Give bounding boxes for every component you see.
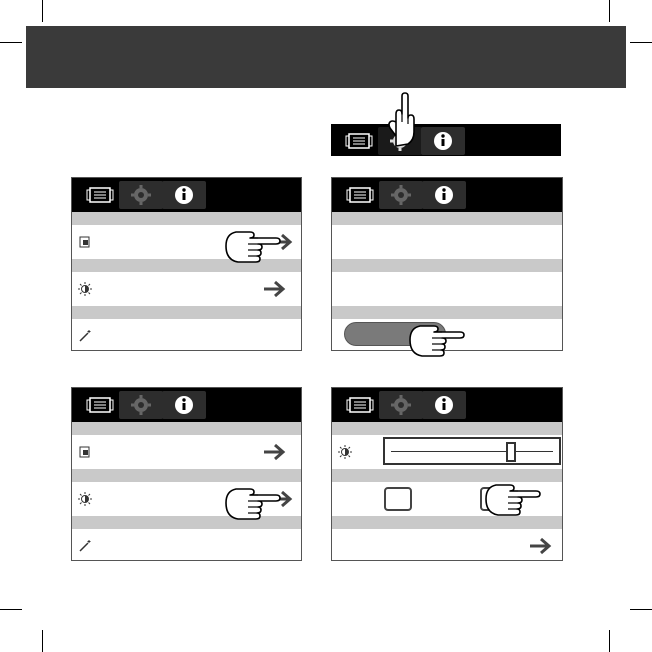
tab-bar: [332, 178, 562, 212]
crop-mark: [630, 42, 652, 43]
settings-row-empty[interactable]: [332, 225, 562, 259]
tab-settings[interactable]: [119, 391, 163, 419]
tab-settings[interactable]: [119, 181, 163, 209]
tab-info[interactable]: [422, 181, 466, 209]
magic-wand-icon: [78, 329, 92, 343]
section-divider: [72, 306, 301, 319]
info-icon: [422, 391, 466, 419]
settings-row-next[interactable]: [332, 529, 562, 561]
gear-icon: [119, 181, 163, 209]
brightness-icon: [78, 492, 92, 506]
settings-row-magic[interactable]: [72, 319, 301, 351]
arrow-right-icon[interactable]: [528, 537, 554, 555]
crop-mark: [42, 630, 43, 652]
info-icon: [162, 391, 206, 419]
settings-row-display[interactable]: [72, 435, 301, 469]
settings-row-empty[interactable]: [332, 272, 562, 306]
info-icon: [421, 127, 465, 155]
tab-bar: [72, 178, 301, 212]
section-divider: [332, 306, 562, 319]
settings-panel-c: [71, 387, 302, 561]
crop-mark: [630, 609, 652, 610]
slider-track: [391, 451, 553, 452]
brightness-slider[interactable]: [383, 437, 561, 465]
section-divider: [72, 469, 301, 482]
brightness-icon: [338, 445, 352, 459]
pointing-hand-icon: [224, 483, 282, 523]
display-mode-icon: [78, 235, 92, 249]
info-icon: [162, 181, 206, 209]
crop-mark: [609, 0, 610, 22]
display-mode-icon: [78, 445, 92, 459]
info-icon: [422, 181, 466, 209]
tab-bar: [332, 388, 562, 422]
section-divider: [332, 259, 562, 272]
crop-mark: [0, 42, 22, 43]
menu-book-icon: [337, 127, 381, 155]
crop-mark: [609, 630, 610, 652]
section-divider: [72, 422, 301, 435]
arrow-right-icon[interactable]: [262, 443, 288, 461]
tab-menu[interactable]: [78, 181, 122, 209]
tab-info[interactable]: [421, 127, 465, 155]
pointing-hand-icon: [378, 92, 418, 148]
pointing-hand-icon: [484, 479, 542, 519]
tab-bar: [331, 124, 561, 156]
step1-tabbar-panel: [331, 124, 561, 156]
gear-icon: [119, 391, 163, 419]
menu-book-icon: [338, 181, 382, 209]
menu-book-icon: [338, 391, 382, 419]
page-header-bar: [26, 26, 626, 88]
tab-menu[interactable]: [78, 391, 122, 419]
tab-settings[interactable]: [379, 181, 423, 209]
menu-book-icon: [78, 391, 122, 419]
pointing-hand-icon: [224, 226, 282, 266]
tab-info[interactable]: [422, 391, 466, 419]
tab-info[interactable]: [162, 391, 206, 419]
tab-menu[interactable]: [338, 181, 382, 209]
crop-mark: [42, 0, 43, 22]
option-button-left[interactable]: [384, 487, 412, 511]
tab-settings[interactable]: [379, 391, 423, 419]
brightness-slider-row: [332, 435, 562, 469]
tab-bar: [72, 388, 301, 422]
tab-menu[interactable]: [337, 127, 381, 155]
brightness-icon: [78, 282, 92, 296]
tab-menu[interactable]: [338, 391, 382, 419]
section-divider: [332, 422, 562, 435]
pointing-hand-icon: [408, 320, 466, 360]
crop-mark: [0, 609, 22, 610]
menu-book-icon: [78, 181, 122, 209]
gear-icon: [379, 391, 423, 419]
section-divider: [72, 212, 301, 225]
slider-knob[interactable]: [506, 442, 516, 462]
settings-row-brightness[interactable]: [72, 272, 301, 306]
settings-panel-d: [331, 387, 563, 561]
gear-icon: [379, 181, 423, 209]
section-divider: [332, 212, 562, 225]
magic-wand-icon: [78, 539, 92, 553]
tab-info[interactable]: [162, 181, 206, 209]
settings-row-magic[interactable]: [72, 529, 301, 561]
arrow-right-icon[interactable]: [262, 280, 288, 298]
